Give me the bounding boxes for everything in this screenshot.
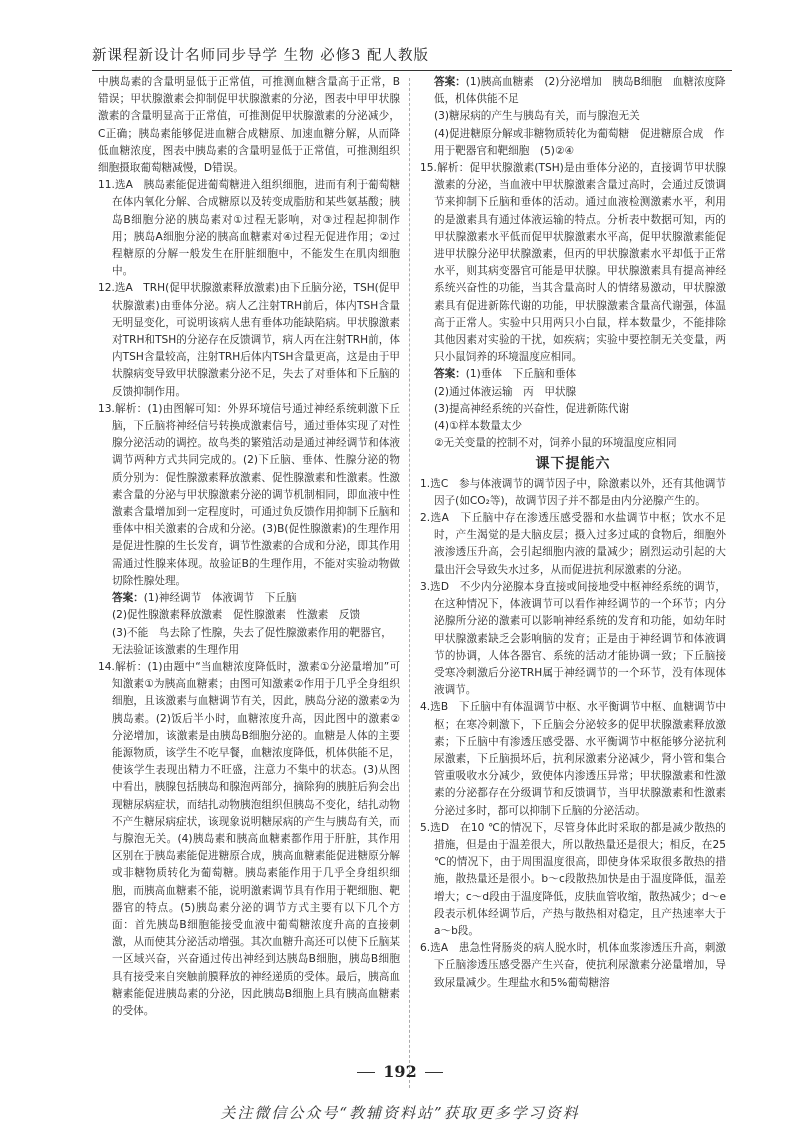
solution-item: 4.选B 下丘脑中有体温调节中枢、水平衡调节中枢、血糖调节中枢；在寒冷刺激下，下丘脑会分泌较多的促甲状腺激素释放激素；下丘脑中有渗透压感受器、水平衡调节中枢能够分泌抗利尿激素，下丘脑损坏后，抗利尿激素分泌减少，肾小管和集合管重吸收水分减少，致使体内渗透压异常；甲状腺激素和性激素的分泌都存在分级调节和反馈调节，当甲状腺激素和性激素分泌过多时，都可以抑制下丘脑的分泌活动。 [420, 701, 726, 817]
footer-note: 关注微信公众号“教辅资料站”获取更多学习资料 [220, 1104, 580, 1122]
paragraph: 中胰岛素的含量明显低于正常值，可推测血糖含量高于正常，B错误；甲状腺激素会抑制促甲状腺激素的分泌，图表中甲甲状腺激素的含量明显高于正常值，可推测促甲状腺激素的分泌减少，C正确；胰岛素能够促进血糖合成糖原、加速血糖分解，从而降低血糖浓度，图表中胰岛素的含量明显低于正常值，可推测组织细胞摄取葡萄糖减慢，D错误。 [98, 76, 400, 175]
answer-line: (4)①样本数量太少 [434, 420, 523, 433]
solution-item: 6.选A 患急性肾肠炎的病人脱水时，机体血浆渗透压升高，刺激下丘脑渗透压感受器产生兴奋，使抗利尿激素分泌量增加，导致尿量减少。生理盐水和5%葡萄糖溶 [420, 942, 726, 989]
solution-item: 12.选A TRH(促甲状腺激素释放激素)由下丘脑分泌，TSH(促甲状腺激素)由垂体分泌。病人乙注射TRH前后，体内TSH含量无明显变化，可说明该病人患有垂体功能缺陷病。甲状腺激素对TRH和TSH的分泌存在反馈调节，病人丙在注射TRH前，体内TSH含量较高，注射TRH后体内TSH含量更高，这是由于甲状腺病变导致甲状腺激素分泌不足，失去了对垂体和下丘脑的反馈抑制作用。 [98, 282, 400, 398]
page-number-dash-left [357, 1072, 375, 1073]
solution-item: 2.选A 下丘脑中存在渗透压感受器和水盐调节中枢；饮水不足时，产生渴觉的是大脑皮层；摄入过多过咸的食物后，细胞外液渗透压升高，会引起细胞内液的量减少；剧烈运动引起的大量出汗会导致失水过多，从而促进抗利尿激素的分泌。 [420, 512, 726, 576]
column-divider [409, 78, 410, 1088]
answer-label: 答案： [112, 592, 144, 605]
solution-item: 14.解析：(1)由题中“当血糖浓度降低时，激素①分泌量增加”可知激素①为胰高血糖素；由图可知激素②作用于几乎全身组织细胞，且该激素与血糖调节有关，因此，胰岛分泌的激素②为胰岛素。(2)饭后半小时，血糖浓度升高，因此图中的激素②分泌增加，该激素是由胰岛B细胞分泌的。血糖是人体的主要能源物质，该学生不吃早餐，血糖浓度降低，机体供能不足，使该学生表现出精力不旺盛，注意力不集中的状态。(3)从图中看出，胰腺包括胰岛和腺泡两部分，摘除狗的胰脏后狗会出现糖尿病症状，而结扎动物胰泡组织但胰岛不变化，结扎动物不产生糖尿病症状，该现象说明糖尿病的产生与胰岛有关，而与腺泡无关。(4)胰岛素和胰高血糖素都作用于肝脏，其作用区别在于胰岛素能促进糖原合成，胰高血糖素能促进糖原分解或非糖物质转化为葡萄糖。胰岛素能作用于几乎全身组织细胞，而胰高血糖素不能，说明激素调节具有作用于靶细胞、靶器官的特点。(5)胰岛素分泌的调节方式主要有以下几个方面：首先胰岛B细胞能接受血液中葡萄糖浓度升高的直接刺激，从而使其分泌活动增强。其次血糖升高还可以使下丘脑某一区域兴奋，兴奋通过传出神经到达胰岛B细胞，胰岛B细胞具有接受来自突触前膜释放的神经递质的受体。最后，胰高血糖素能促进胰岛素的分泌，因此胰岛B细胞上具有胰高血糖素的受体。 [98, 660, 400, 1017]
answer-label: 答案： [434, 76, 466, 88]
right-column [420, 74, 726, 992]
page-number-dash-right [425, 1072, 443, 1073]
section-title: 课下提能六 [535, 456, 611, 473]
solution-item: 3.选D 不少内分泌腺本身直接或间接地受中枢神经系统的调节，在这种情况下，体液调节可以看作神经调节的一个环节；内分泌腺所分泌的激素可以影响神经系统的发育和功能，如幼年时甲状腺激素缺乏会影响脑的发育；正是由于神经调节和体液调节的协调，人体各器官、系统的活动才能协调一致；下丘脑接受寒冷刺激后分泌TRH属于神经调节的一个环节，没有体现体液调节。 [420, 580, 726, 697]
solution-item: 1.选C 参与体液调节的调节因子中，除激素以外，还有其他调节因子(如CO₂等)，故调节因子并不都是由内分泌腺产生的。 [420, 477, 726, 507]
answer-label: 答案： [434, 368, 466, 381]
answer-line: ②无关变量的控制不对，饲养小鼠的环境温度应相同 [434, 437, 677, 450]
answer-text: (1)垂体 下丘脑和垂体 [465, 368, 577, 381]
solution-item: 11.选A 胰岛素能促进葡萄糖进入组织细胞，进而有利于葡萄糖在体内氧化分解、合成糖原以及转变成脂肪和某些氨基酸；胰岛B细胞分泌的胰岛素对①过程无影响，对③过程起抑制作用；胰岛A细胞分泌的胰高血糖素对④过程无促进作用；②过程糖原的分解一般发生在肝脏细胞中，不能发生在肌肉细胞中。 [98, 179, 400, 278]
answer-line [420, 74, 726, 108]
answer-line [98, 590, 400, 607]
page-number [0, 1062, 800, 1081]
answer-line: (3)提高神经系统的兴奋性，促进新陈代谢 [434, 402, 630, 415]
answer-line: (3)糖尿病的产生与胰岛有关，而与腺泡无关 [434, 110, 640, 123]
answer-line: (2)通过体液运输 丙 甲状腺 [434, 385, 577, 398]
answer-line: (3)不能 鸟去除了性腺，失去了促性腺激素作用的靶器官，无法验证该激素的生理作用 [112, 626, 392, 656]
answer-line: (2)促性腺激素释放激素 促性腺激素 性激素 反馈 [112, 609, 361, 622]
answer-text: (1)神经调节 体液调节 下丘脑 [143, 592, 297, 605]
running-header: 新课程新设计名师同步导学 生物 必修3 配人教版 [92, 48, 430, 64]
page-number-value: 192 [383, 1062, 417, 1081]
answer-text: (1)胰高血糖素 (2)分泌增加 胰岛B细胞 血糖浓度降低，机体供能不足 [434, 76, 726, 106]
solution-item: 15.解析：促甲状腺激素(TSH)是由垂体分泌的，直接调节甲状腺激素的分泌，当血液中甲状腺激素含量过高时，会通过反馈调节来抑制下丘脑和垂体的活动。通过血液检测激素水平，利用的是激素具有通过体液运输的特点。分析表中数据可知，丙的甲状腺激素水平低而促甲状腺激素水平高，促甲状腺激素能促进甲状腺分泌甲状腺激素，但丙的甲状腺激素水平却低于正常水平，则其病变器官可能是甲状腺。甲状腺激素具有提高神经系统兴奋性的功能，当其含量高时人的情绪易激动，甲状腺激素具有促进新陈代谢的功能，甲状腺激素含量高代谢强，体温高于正常人。实验中只用两只小白鼠，样本数量少，不能排除其他因素对实验的干扰，如疾病；实验中要控制无关变量，两只小鼠饲养的环境温度应相同。 [420, 162, 726, 364]
answer-line [420, 366, 726, 383]
header-rule [92, 70, 732, 71]
solution-item: 13.解析：(1)由图解可知：外界环境信号通过神经系统刺激下丘脑，下丘脑将神经信号转换成激素信号，通过垂体实现了对性腺分泌活动的调控。故鸟类的繁殖活动是通过神经调节和体液调节两种方式共同完成的。(2)下丘脑、垂体、性腺分泌的物质分别为：促性腺激素释放激素、促性腺激素和性激素。性激素含量的分泌与甲状腺激素分泌的调节机制相同，即血液中性激素含量增加到一定程度时，可通过负反馈作用抑制下丘脑和垂体中相关激素的合成和分泌。(3)B(促性腺激素)的生理作用是促进性腺的生长发育，调节性激素的合成和分泌，即其作用需通过性腺来体现。故验证B的生理作用，不能对实验动物做切除性腺处理。 [98, 402, 400, 587]
left-column [98, 74, 400, 1020]
solution-item: 5.选D 在10 ℃的情况下，尽管身体此时采取的都是减少散热的措施，但是由于温差很大，所以散热量还是很大；相反，在25 ℃的情况下，由于周围温度很高，即使身体采取很多散热的措施，散热量还是很小。b～c段散热加快是由于温度降低，温差增大；c～d段由于温度降低，皮肤血管收缩，散热减少；d～e段表示机体经调节后，产热与散热相对稳定，且产热速率大于a～b段。 [420, 821, 726, 937]
answer-line: (4)促进糖原分解或非糖物质转化为葡萄糖 促进糖原合成 作用于靶器官和靶细胞 (5)②④ [434, 127, 725, 157]
